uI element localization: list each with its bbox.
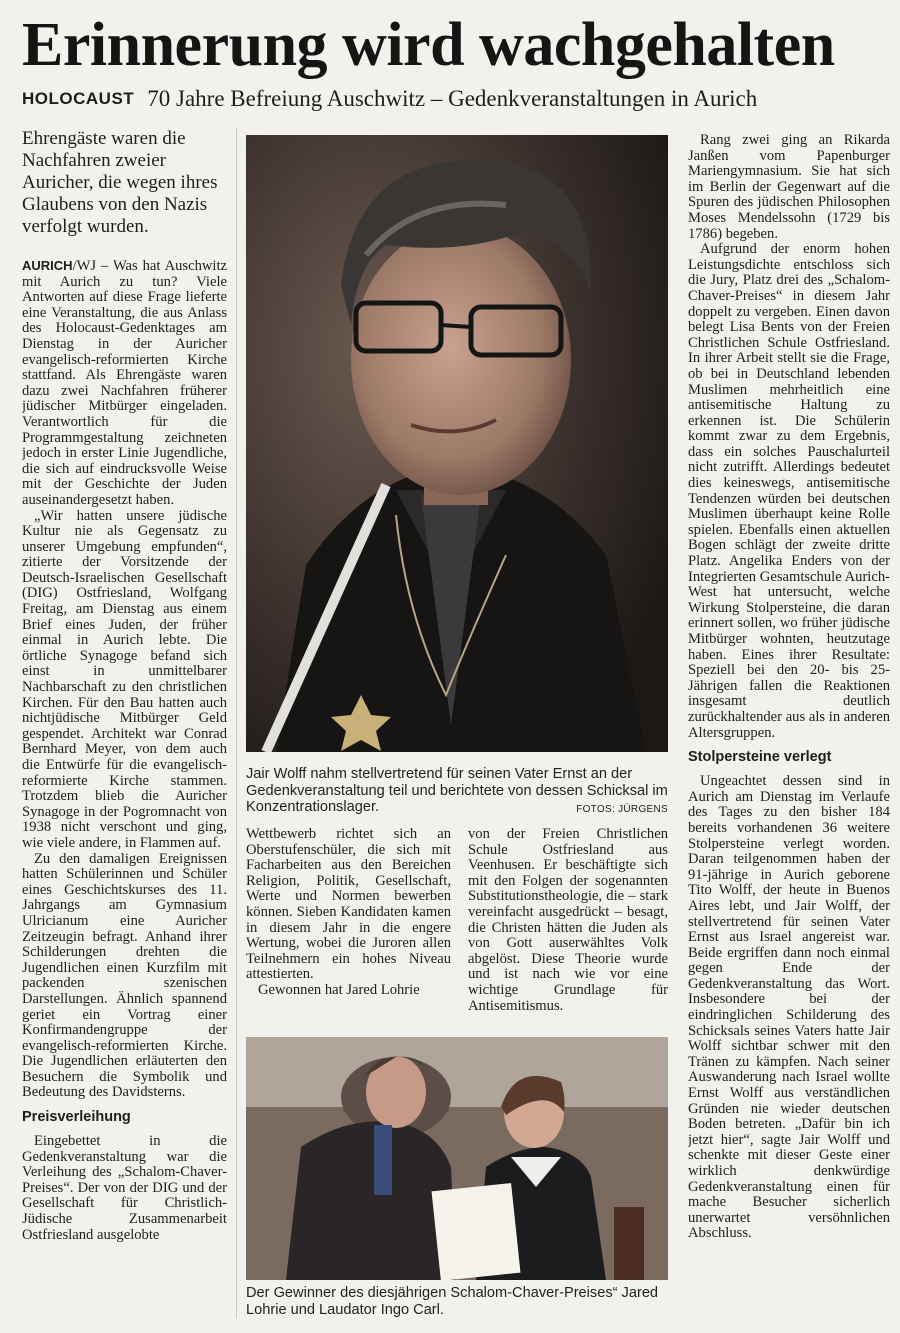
kicker-tag: HOLOCAUST bbox=[22, 89, 135, 108]
photo2-caption: Der Gewinner des diesjährigen Schalom-Chaver-Preises“ Jared Lohrie und Laudator Ingo Carl. bbox=[246, 1285, 659, 1318]
subheading-stolpersteine: Stolpersteine verlegt bbox=[688, 749, 832, 766]
award-illustration bbox=[246, 1037, 668, 1280]
photo1-caption: Jair Wolff nahm stellvertretend für seinen Vater Ernst an der Gedenkveranstaltung teil und berichtete von dessen Schicksal im Konzentrationslager. bbox=[246, 766, 668, 815]
article-column-1 bbox=[22, 258, 227, 1318]
photo-credit: FOTOS: JÜRGENS bbox=[576, 804, 668, 815]
paragraph: Gewonnen hat Jared Lohrie bbox=[258, 981, 420, 998]
paragraph: Ungeachtet dessen sind in Aurich am Dienstag im Verlaufe des Tages zu den bisher 184 bereits vorhandenen 36 weitere Stolpersteine verlegt worden. Daran teilgenommen haben der 91-jährige in Aurich geborene Tito Wolff, der heute in Buenos Aires lebt, und Jair Wolff, der stellvertretend für seinen Vater Ernst aus Israel angereist war. Beide ergriffen dann noch einmal gegen Ende der Gedenkveranstaltung das Wort. Insbesondere bei der eindringlichen Schilderung des Schicksals seines Vaters hatte Jair Wolff sichtbar schwer mit den Tränen zu kämpfen. Nach seiner Auswanderung nach Israel wollte Ernst Wolff aus verständlichen Gründen nie wieder deutschen Boden betreten. „Dafür bin ich jetzt hier“, sagte Jair Wolff und schenkte mit dieser Geste einer wirklich denkwürdige Gedenkveranstaltung einen für mache Besucher sicherlich unerwartet versöhnlichen Abschluss. bbox=[688, 773, 890, 1242]
portrait-illustration bbox=[246, 135, 668, 752]
paragraph: Eingebettet in die Gedenkveranstaltung war die Verleihung des „Schalom-Chaver-Preises“. Der von der DIG und der Gesellschaft für Christlich-Jüdische Zusammenarbeit Ostfriesland ausgelobte bbox=[22, 1133, 227, 1243]
paragraph: Aufgrund der enorm hohen Leistungsdichte entschloss sich die Jury, Platz drei des „Schalom-Chaver-Preises“ in diesem Jahr doppelt zu vergeben. Einen davon belegt Lisa Bents von der Freien Christlichen Schule Ostfriesland. In ihrer Arbeit stellt sie die Frage, ob bei in Deutschland lebenden Muslimen mehrheitlich eine antisemitische Haltung zu erkennen ist. Die Schülerin kommt zwar zu dem Ergebnis, dass ein solches Pauschalurteil nicht zutrifft. Allerdings bedeutet dies keineswegs, antisemitische Tendenzen würden bei deutschen Muslimen überhaupt keine Rolle spielen. Ebenfalls einen aktuellen Bogen schlägt der zweite dritte Platz. Angelika Enders von der Integrierten Gesamtschule Aurich-West hat untersucht, welche Wirkung Stolpersteine, die daran erinnert sollen, wo früher jüdische Mitbürger wohnten, heutzutage haben. Eines ihrer Resultate: Speziell bei den 20- bis 25-Jährigen fallen die Reaktionen insgesamt deutlich zurückhaltender aus als in anderen Altersgruppen. bbox=[688, 241, 890, 741]
photo-jair-wolff bbox=[246, 135, 668, 752]
photo-award-ceremony bbox=[246, 1037, 668, 1280]
paragraph: Wettbewerb richtet sich an Oberstufenschüler, die sich mit Facharbeiten aus den Bereichen Religion, Politik, Gesellschaft, Werte und Normen bewerben können. Sieben Kandidaten kamen in diesem Jahr in die engere Wertung, wobei die Juroren allen Teilnehmern ein hohes Niveau attestierten. bbox=[246, 827, 451, 983]
headline: Erinnerung wird wachgehalten bbox=[22, 11, 835, 79]
column-rule bbox=[236, 128, 237, 1318]
paragraph: von der Freien Christlichen Schule Ostfriesland aus Veenhusen. Er beschäftigte sich mit den Folgen der sogenannten Substitutionstheologie, die – stark vereinfacht ausgedrückt – besagt, die Christen hätten die Juden als von Gott auserwähltes Volk abgelöst. Diese Theorie wurde und ist nach wie vor eine wichtige Grundlage für Antisemitismus. bbox=[468, 827, 668, 1014]
article-column-4 bbox=[688, 133, 890, 1323]
paragraph: Zu den damaligen Ereignissen hatten Schülerinnen und Schüler eines Geschichtskurses des 11. Jahrgangs am Gymnasium Ulricianum eine Auricher Zeitzeugin befragt. Anhand ihrer Schilderungen drehten die Jugendlichen einen Kurzfilm mit packenden szenischen Darstellungen. Ähnlich spannend geriet ein Vortrag einer Konfirmandengruppe der evangelisch-reformierten Kirche. Die Jugendlichen erläuterten den Besuchern die Symbolik und Bedeutung des Davidsterns. bbox=[22, 850, 227, 1101]
paragraph bbox=[22, 258, 227, 509]
subheadline: 70 Jahre Befreiung Auschwitz – Gedenkveranstaltungen in Aurich bbox=[147, 86, 758, 111]
dateline: AURICH bbox=[22, 258, 73, 273]
lead-paragraph: Ehrengäste waren die Nachfahren zweier Auricher, die wegen ihres Glaubens von den Nazis verfolgt wurden. bbox=[22, 128, 218, 237]
article-column-2 bbox=[246, 827, 451, 1022]
paragraph-text: /WJ – Was hat Auschwitz mit Aurich zu tun? Viele Antworten auf diese Frage lieferte eine Veranstaltung, die aus Anlass des Holocaust-Gedenktages am Dienstag in der Auricher evangelisch-reformierten Kirche stattfand. Als Ehrengäste waren dazu zwei Nachfahren früherer jüdischer Mitbürger eingeladen. Verantwortlich für die Programmgestaltung zeichneten jedoch in erster Linie Jugendliche, die sich auf eindrucksvolle Weise mit der Geschichte der Juden auseinandergesetzt haben. bbox=[22, 258, 227, 508]
paragraph: Rang zwei ging an Rikarda Janßen vom Papenburger Mariengymnasium. Sie hat sich im Berlin der Gegenwart auf die Spuren des jüdischen Philosophen Moses Mendelssohn (1729 bis 1786) begeben. bbox=[688, 133, 890, 242]
kicker bbox=[22, 86, 892, 112]
paragraph: „Wir hatten unsere jüdische Kultur nie als Gegensatz zu unserer Umgebung empfunden“, zitierte der Vorsitzende der Deutsch-Israelischen Gesellschaft (DIG) Ostfriesland, Wolfgang Freitag, am Dienstag aus einem Brief eines Juden, der früher einmal in Aurich lebte. Die örtliche Synagoge befand sich einst in unmittelbarer Nachbarschaft zu den christlichen Kirchen. Für den Bau hatten auch nichtjüdische Mitbürger Geld gespendet. Architekt war Conrad Bernhard Meyer, von dem auch die Entwürfe für die evangelisch-reformierte Kirche stammen. Trotzdem blieb die Auricher Synagoge in der Pogromnacht von 1938 nicht verschont und ging, wie viele andere, in Flammen auf. bbox=[22, 507, 227, 851]
subheading-prize: Preisverleihung bbox=[22, 1109, 131, 1126]
article-column-3 bbox=[468, 827, 668, 1022]
